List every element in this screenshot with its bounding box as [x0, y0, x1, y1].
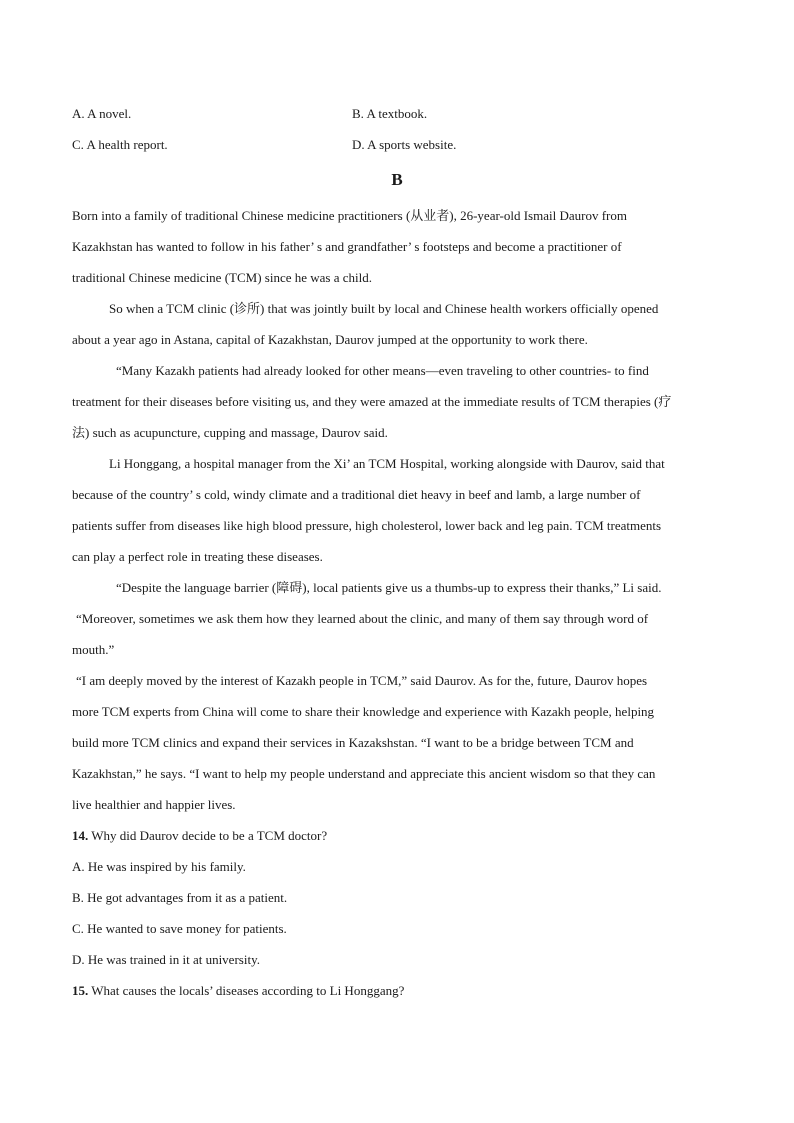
section-heading: B [391, 170, 403, 189]
question-14-stem: Why did Daurov decide to be a TCM doctor? [88, 828, 328, 843]
q14-option-a: A. He was inspired by his family. [72, 859, 246, 874]
prev-options-row-2 [72, 129, 722, 160]
passage-line: “Despite the language barrier (障碍), local patients give us a thumbs-up to express their thanks,” Li said. [116, 580, 662, 595]
passage-line: traditional Chinese medicine (TCM) since he was a child. [72, 270, 372, 285]
passage [72, 200, 722, 820]
option-b: B. A textbook. [352, 106, 428, 121]
passage-line: treatment for their diseases before visiting us, and they were amazed at the immediate results of TCM therapies (疗 [72, 394, 672, 409]
prev-options-row-1 [72, 98, 722, 129]
passage-line: “Moreover, sometimes we ask them how they learned about the clinic, and many of them say through word of [76, 611, 649, 626]
option-d: D. A sports website. [352, 137, 457, 152]
passage-line: So when a TCM clinic (诊所) that was jointly built by local and Chinese health workers officially opened [109, 301, 659, 316]
question-15-number: 15. [72, 983, 89, 998]
passage-line: mouth.” [72, 642, 115, 657]
passage-line: Kazakhstan,” he says. “I want to help my people understand and appreciate this ancient wisdom so that they can [72, 766, 656, 781]
q14-option-b: B. He got advantages from it as a patient. [72, 890, 288, 905]
passage-line: live healthier and happier lives. [72, 797, 236, 812]
passage-line: “I am deeply moved by the interest of Kazakh people in TCM,” said Daurov. As for the, future, Daurov hopes [76, 673, 648, 688]
passage-line: patients suffer from diseases like high blood pressure, high cholesterol, lower back and leg pain. TCM treatments [72, 518, 662, 533]
passage-line: 法) such as acupuncture, cupping and massage, Daurov said. [72, 425, 388, 440]
option-c: C. A health report. [72, 137, 168, 152]
q14-option-d: D. He was trained in it at university. [72, 952, 260, 967]
question-14 [72, 820, 722, 851]
passage-line: build more TCM clinics and expand their services in Kazakshstan. “I want to be a bridge between TCM and [72, 735, 634, 750]
passage-line: because of the country’ s cold, windy climate and a traditional diet heavy in beef and lamb, a large number of [72, 487, 641, 502]
question-15-stem: What causes the locals’ diseases according to Li Honggang? [88, 983, 405, 998]
q14-option-c: C. He wanted to save money for patients. [72, 921, 287, 936]
question-14-number: 14. [72, 828, 89, 843]
passage-line: can play a perfect role in treating these diseases. [72, 549, 323, 564]
passage-line: more TCM experts from China will come to share their knowledge and experience with Kazakh people, helping [72, 704, 655, 719]
question-15 [72, 975, 722, 1006]
option-a: A. A novel. [72, 106, 132, 121]
passage-line: Kazakhstan has wanted to follow in his father’ s and grandfather’ s footsteps and become a practitioner of [72, 239, 622, 254]
passage-line: Li Honggang, a hospital manager from the Xi’ an TCM Hospital, working alongside with Daurov, said that [109, 456, 665, 471]
passage-line: about a year ago in Astana, capital of Kazakhstan, Daurov jumped at the opportunity to work there. [72, 332, 588, 347]
exam-page [72, 98, 722, 1006]
passage-line: Born into a family of traditional Chinese medicine practitioners (从业者), 26-year-old Ismail Daurov from [72, 208, 627, 223]
passage-line: “Many Kazakh patients had already looked for other means—even traveling to other countries- to find [116, 363, 649, 378]
